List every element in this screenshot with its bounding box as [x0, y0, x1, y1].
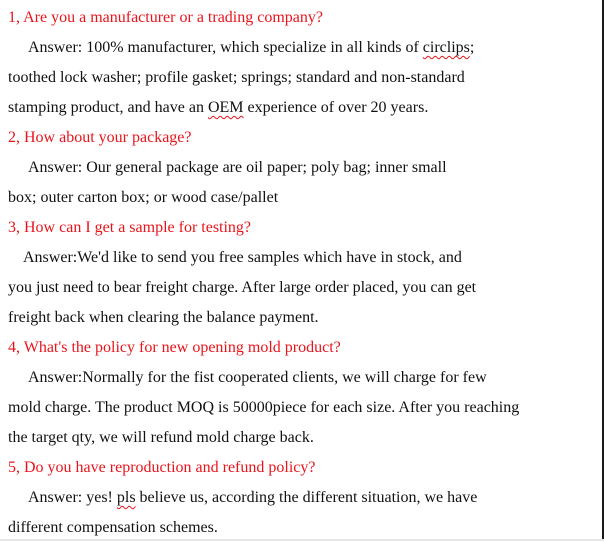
faq-question-3: 3, How can I get a sample for testing? [8, 219, 252, 236]
faq-answer-3-line-1: Answer:We'd like to send you free samples which have in stock, and [23, 249, 462, 266]
faq-answer-1-line-1 [8, 33, 598, 63]
faq-answer-3-line-2: you just need to bear freight charge. After large order placed, you can get [8, 279, 477, 296]
faq-answer-4-line-1: Answer:Normally for the fist cooperated clients, we will charge for few [28, 369, 487, 386]
misspelled-word: pls [116, 489, 136, 506]
answer-text: believe us, according the different situation, we have [135, 489, 478, 506]
faq-answer-4-line-3: the target qty, we will refund mold charge back. [8, 429, 314, 446]
faq-question-5: 5, Do you have reproduction and refund policy? [8, 459, 316, 476]
answer-text: stamping product, and have an [8, 99, 208, 116]
answer-text: experience of over 20 years. [243, 99, 429, 116]
faq-item-4 [8, 333, 598, 453]
answer-text: Answer: 100% manufacturer, which specialize in all kinds of [28, 39, 423, 56]
faq-answer-3-line-3: freight back when clearing the balance payment. [8, 309, 319, 326]
faq-item-1 [8, 3, 598, 123]
faq-question-4: 4, What's the policy for new opening mold product? [8, 339, 341, 356]
answer-text: ; [469, 39, 475, 56]
misspelled-word: OEM [207, 99, 244, 116]
faq-answer-4-line-2: mold charge. The product MOQ is 50000piece for each size. After you reaching [8, 399, 520, 416]
faq-answer-1-line-2: toothed lock washer; profile gasket; springs; standard and non-standard [8, 69, 465, 86]
faq-item-3 [8, 213, 598, 333]
faq-item-5 [8, 453, 598, 543]
answer-text: Answer: yes! [28, 489, 117, 506]
faq-answer-5-line-1 [8, 483, 598, 513]
faq-item-2 [8, 123, 598, 213]
faq-answer-5-line-2: different compensation schemes. [8, 519, 218, 536]
misspelled-word: circlips [422, 39, 470, 56]
faq-answer-2-line-1: Answer: Our general package are oil paper; poly bag; inner small [28, 159, 447, 176]
faq-document [8, 3, 598, 543]
faq-question-2: 2, How about your package? [8, 129, 192, 146]
faq-answer-2-line-2: box; outer carton box; or wood case/pallet [8, 189, 279, 206]
faq-answer-1-line-3 [8, 93, 598, 123]
faq-question-1: 1, Are you a manufacturer or a trading company? [8, 9, 323, 26]
